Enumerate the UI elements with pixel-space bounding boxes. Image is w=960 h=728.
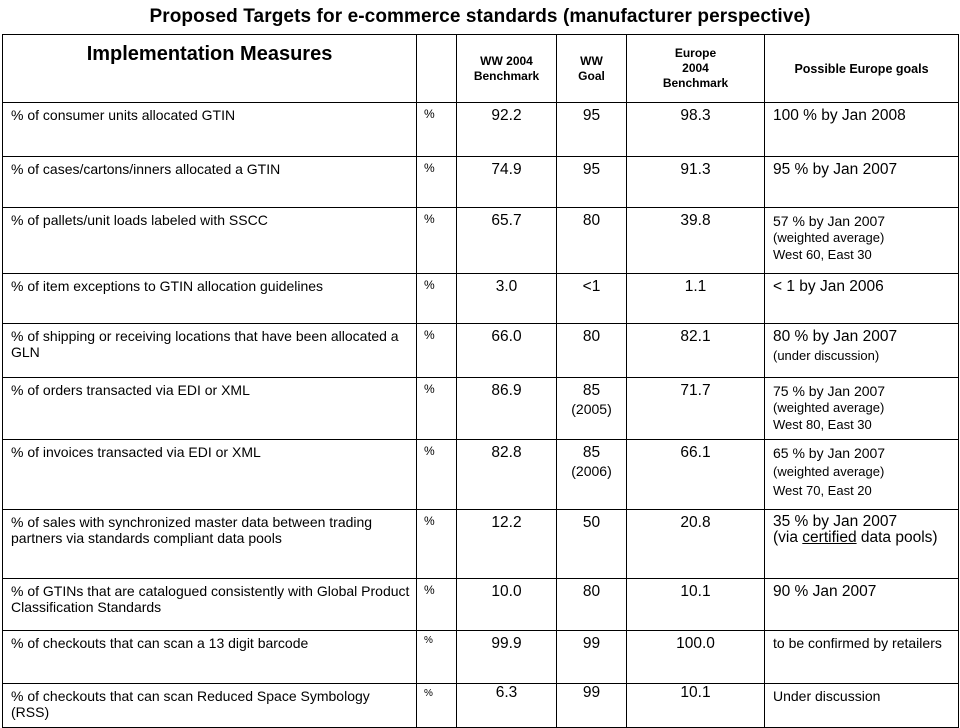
cell-goal bbox=[765, 378, 959, 440]
goal-main: 75 % by Jan 2007 bbox=[773, 383, 886, 399]
cell-ww2004: 6.3 bbox=[457, 684, 557, 728]
table-row bbox=[3, 157, 959, 208]
cell-eu2004: 98.3 bbox=[627, 103, 765, 157]
goal-main: 35 % by Jan 2007 bbox=[773, 513, 898, 530]
wwgoal-value: 85 bbox=[582, 382, 601, 399]
cell-ww2004: 82.8 bbox=[457, 440, 557, 510]
cell-ww2004: 12.2 bbox=[457, 510, 557, 579]
header-wwgoal-line1: WW bbox=[580, 53, 603, 68]
cell-unit: % bbox=[417, 579, 457, 631]
cell-unit: % bbox=[417, 103, 457, 157]
header-unit bbox=[417, 35, 457, 103]
goal-post: data pools) bbox=[856, 529, 938, 546]
cell-ww2004: 65.7 bbox=[457, 208, 557, 274]
cell-ww2004: 99.9 bbox=[457, 631, 557, 684]
header-eu2004 bbox=[627, 35, 765, 103]
cell-unit: % bbox=[417, 208, 457, 274]
goal-main: 80 % by Jan 2007 bbox=[773, 328, 898, 345]
cell-measure: % of checkouts that can scan Reduced Space Symbology (RSS) bbox=[3, 684, 417, 728]
cell-measure: % of shipping or receiving locations that have been allocated a GLN bbox=[3, 324, 417, 378]
cell-wwgoal: 80 bbox=[557, 208, 627, 274]
cell-goal bbox=[765, 440, 959, 510]
header-goals: Possible Europe goals bbox=[765, 35, 959, 103]
cell-wwgoal: 50 bbox=[557, 510, 627, 579]
cell-ww2004: 66.0 bbox=[457, 324, 557, 378]
cell-eu2004: 66.1 bbox=[627, 440, 765, 510]
cell-eu2004: 91.3 bbox=[627, 157, 765, 208]
goal-sub: (weighted average) bbox=[773, 400, 885, 415]
header-ww2004-line2: Benchmark bbox=[473, 68, 540, 83]
cell-measure: % of orders transacted via EDI or XML bbox=[3, 378, 417, 440]
header-ww2004-line1: WW 2004 bbox=[480, 53, 533, 68]
cell-wwgoal: 95 bbox=[557, 103, 627, 157]
wwgoal-note: (2005) bbox=[571, 401, 612, 417]
cell-wwgoal: 99 bbox=[557, 684, 627, 728]
cell-eu2004: 10.1 bbox=[627, 579, 765, 631]
table-row bbox=[3, 378, 959, 440]
goal-sub2: West 70, East 20 bbox=[773, 483, 872, 498]
cell-goal: to be confirmed by retailers bbox=[765, 631, 959, 684]
cell-unit: % bbox=[417, 274, 457, 324]
wwgoal-note: (2006) bbox=[571, 463, 612, 479]
table-row bbox=[3, 103, 959, 157]
cell-unit: % bbox=[417, 684, 457, 728]
cell-eu2004: 20.8 bbox=[627, 510, 765, 579]
header-ww2004 bbox=[457, 35, 557, 103]
header-wwgoal-line2: Goal bbox=[578, 68, 605, 83]
table-row bbox=[3, 274, 959, 324]
targets-table bbox=[2, 34, 959, 728]
cell-measure: % of sales with synchronized master data between trading partners via standards compliant data pools bbox=[3, 510, 417, 579]
goal-sub2: West 60, East 30 bbox=[773, 247, 872, 262]
cell-eu2004: 82.1 bbox=[627, 324, 765, 378]
cell-measure: % of checkouts that can scan a 13 digit barcode bbox=[3, 631, 417, 684]
table-row bbox=[3, 440, 959, 510]
cell-unit: % bbox=[417, 378, 457, 440]
header-measures: Implementation Measures bbox=[3, 35, 417, 103]
cell-wwgoal: 80 bbox=[557, 324, 627, 378]
cell-measure: % of cases/cartons/inners allocated a GTIN bbox=[3, 157, 417, 208]
goal-pre: (via bbox=[773, 529, 803, 546]
cell-ww2004: 86.9 bbox=[457, 378, 557, 440]
header-wwgoal bbox=[557, 35, 627, 103]
cell-eu2004: 100.0 bbox=[627, 631, 765, 684]
cell-measure: % of GTINs that are catalogued consistently with Global Product Classification Standards bbox=[3, 579, 417, 631]
cell-eu2004: 1.1 bbox=[627, 274, 765, 324]
page-title: Proposed Targets for e-commerce standards (manufacturer perspective) bbox=[149, 6, 811, 27]
cell-goal bbox=[765, 208, 959, 274]
cell-eu2004: 10.1 bbox=[627, 684, 765, 728]
cell-goal: 95 % by Jan 2007 bbox=[765, 157, 959, 208]
table-row bbox=[3, 579, 959, 631]
cell-wwgoal bbox=[557, 378, 627, 440]
goal-sub: (weighted average) bbox=[773, 230, 885, 245]
header-eu2004-line1: Europe bbox=[674, 46, 717, 60]
cell-goal: < 1 by Jan 2006 bbox=[765, 274, 959, 324]
cell-goal: 100 % by Jan 2008 bbox=[765, 103, 959, 157]
goal-main: 57 % by Jan 2007 bbox=[773, 213, 886, 229]
wwgoal-value: 85 bbox=[582, 444, 601, 461]
cell-unit: % bbox=[417, 510, 457, 579]
table-row bbox=[3, 684, 959, 728]
table-row bbox=[3, 631, 959, 684]
cell-goal bbox=[765, 324, 959, 378]
header-row bbox=[3, 35, 959, 103]
cell-unit: % bbox=[417, 157, 457, 208]
cell-eu2004: 39.8 bbox=[627, 208, 765, 274]
cell-wwgoal: <1 bbox=[557, 274, 627, 324]
cell-ww2004: 92.2 bbox=[457, 103, 557, 157]
table-row bbox=[3, 510, 959, 579]
goal-sub: (weighted average) bbox=[773, 464, 885, 479]
cell-goal: 90 % Jan 2007 bbox=[765, 579, 959, 631]
header-eu2004-line2: 2004 bbox=[682, 61, 709, 75]
cell-measure: % of item exceptions to GTIN allocation guidelines bbox=[3, 274, 417, 324]
cell-ww2004: 3.0 bbox=[457, 274, 557, 324]
cell-wwgoal bbox=[557, 440, 627, 510]
goal-sub: (under discussion) bbox=[773, 348, 880, 363]
cell-wwgoal: 95 bbox=[557, 157, 627, 208]
goal-main: 65 % by Jan 2007 bbox=[773, 445, 886, 461]
table-row bbox=[3, 208, 959, 274]
cell-eu2004: 71.7 bbox=[627, 378, 765, 440]
cell-goal: Under discussion bbox=[765, 684, 959, 728]
cell-unit: % bbox=[417, 440, 457, 510]
cell-goal bbox=[765, 510, 959, 579]
cell-ww2004: 10.0 bbox=[457, 579, 557, 631]
cell-unit: % bbox=[417, 324, 457, 378]
goal-sub2: West 80, East 30 bbox=[773, 417, 872, 432]
cell-measure: % of pallets/unit loads labeled with SSCC bbox=[3, 208, 417, 274]
goal-underlined: certified bbox=[802, 529, 857, 546]
table-row bbox=[3, 324, 959, 378]
cell-wwgoal: 80 bbox=[557, 579, 627, 631]
header-eu2004-line3: Benchmark bbox=[662, 76, 729, 90]
cell-ww2004: 74.9 bbox=[457, 157, 557, 208]
cell-measure: % of invoices transacted via EDI or XML bbox=[3, 440, 417, 510]
cell-wwgoal: 99 bbox=[557, 631, 627, 684]
cell-unit: % bbox=[417, 631, 457, 684]
cell-measure: % of consumer units allocated GTIN bbox=[3, 103, 417, 157]
